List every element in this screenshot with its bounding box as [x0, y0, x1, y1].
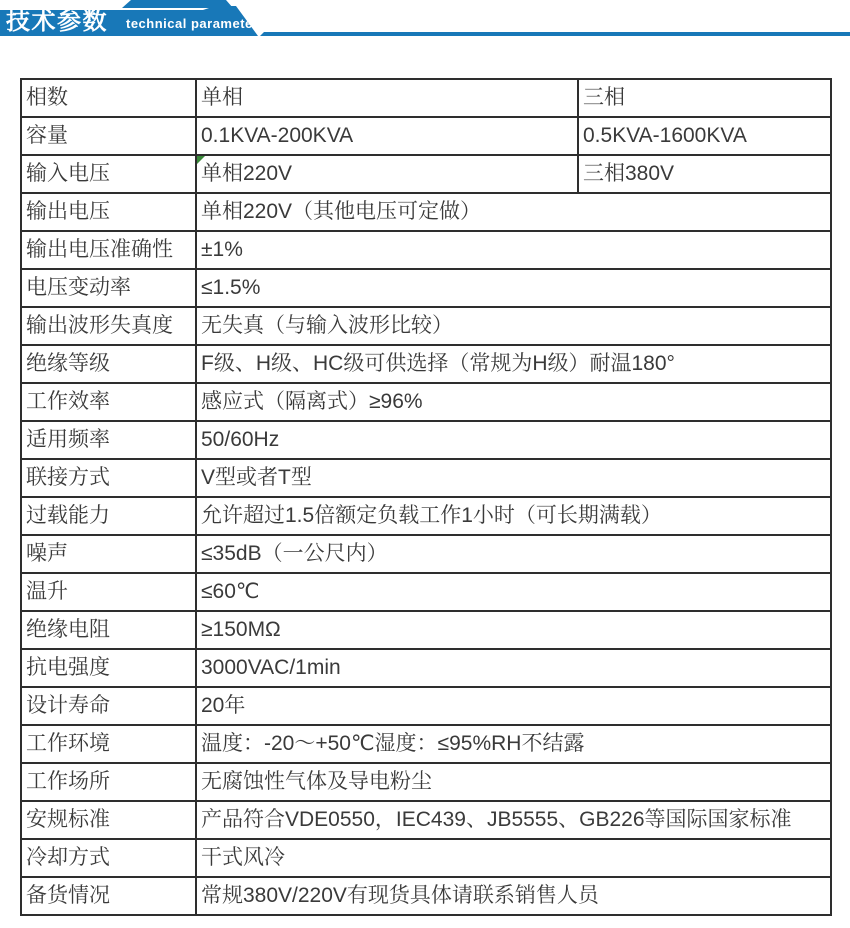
param-value: 允许超过1.5倍额定负载工作1小时（可长期满载） [196, 497, 831, 535]
table-row [21, 687, 831, 725]
header-banner [0, 0, 850, 42]
table-row [21, 839, 831, 877]
spec-table [20, 78, 832, 916]
table-row [21, 763, 831, 801]
table-row [21, 345, 831, 383]
table-row [21, 725, 831, 763]
param-label: 输出电压 [21, 193, 196, 231]
param-value: ≤60℃ [196, 573, 831, 611]
table-row [21, 877, 831, 915]
param-value: 3000VAC/1min [196, 649, 831, 687]
param-label: 输入电压 [21, 155, 196, 193]
table-row [21, 421, 831, 459]
param-value: 0.5KVA-1600KVA [578, 117, 831, 155]
table-row [21, 155, 831, 193]
param-value: 干式风冷 [196, 839, 831, 877]
param-label: 冷却方式 [21, 839, 196, 877]
table-row [21, 231, 831, 269]
table-row [21, 611, 831, 649]
param-value: 50/60Hz [196, 421, 831, 459]
param-value: 0.1KVA-200KVA [196, 117, 578, 155]
param-value: 三相380V [578, 155, 831, 193]
param-value: 三相 [578, 79, 831, 117]
page-subtitle: technical parameter [126, 16, 259, 31]
param-label: 输出电压准确性 [21, 231, 196, 269]
param-label: 温升 [21, 573, 196, 611]
param-value: ≤1.5% [196, 269, 831, 307]
param-value: 20年 [196, 687, 831, 725]
table-row [21, 117, 831, 155]
param-label: 联接方式 [21, 459, 196, 497]
table-row [21, 383, 831, 421]
param-label: 过载能力 [21, 497, 196, 535]
param-label: 安规标准 [21, 801, 196, 839]
param-value: V型或者T型 [196, 459, 831, 497]
param-label: 输出波形失真度 [21, 307, 196, 345]
param-value: 单相 [196, 79, 578, 117]
param-value: 产品符合VDE0550，IEC439、JB5555、GB226等国际国家标准 [196, 801, 831, 839]
param-value: 无腐蚀性气体及导电粉尘 [196, 763, 831, 801]
param-label: 工作效率 [21, 383, 196, 421]
param-label: 工作场所 [21, 763, 196, 801]
param-label: 噪声 [21, 535, 196, 573]
param-label: 抗电强度 [21, 649, 196, 687]
spec-table-body [21, 79, 831, 915]
table-row [21, 497, 831, 535]
table-row [21, 801, 831, 839]
param-label: 工作环境 [21, 725, 196, 763]
table-row [21, 193, 831, 231]
param-label: 容量 [21, 117, 196, 155]
table-row [21, 307, 831, 345]
param-label: 适用频率 [21, 421, 196, 459]
cell-note-marker-icon [197, 156, 205, 164]
param-value: 无失真（与输入波形比较） [196, 307, 831, 345]
param-value-text: 单相220V [201, 162, 293, 186]
param-label: 电压变动率 [21, 269, 196, 307]
param-value: 单相220V（其他电压可定做） [196, 193, 831, 231]
table-row [21, 535, 831, 573]
table-row [21, 649, 831, 687]
param-label: 绝缘电阻 [21, 611, 196, 649]
banner-top-strip [122, 0, 233, 8]
param-value: ≥150MΩ [196, 611, 831, 649]
param-value: F级、H级、HC级可供选择（常规为H级）耐温180° [196, 345, 831, 383]
param-label: 设计寿命 [21, 687, 196, 725]
header-underline [260, 32, 850, 36]
param-label: 相数 [21, 79, 196, 117]
param-value: ±1% [196, 231, 831, 269]
param-label: 绝缘等级 [21, 345, 196, 383]
param-value [196, 155, 578, 193]
param-value: ≤35dB（一公尺内） [196, 535, 831, 573]
table-row [21, 79, 831, 117]
table-row [21, 459, 831, 497]
spec-table-container [20, 78, 832, 916]
param-value: 常规380V/220V有现货具体请联系销售人员 [196, 877, 831, 915]
param-value: 温度：-20～+50℃湿度：≤95%RH不结露 [196, 725, 831, 763]
table-row [21, 269, 831, 307]
page-title: 技术参数 [6, 8, 108, 35]
param-value: 感应式（隔离式）≥96% [196, 383, 831, 421]
param-label: 备货情况 [21, 877, 196, 915]
table-row [21, 573, 831, 611]
